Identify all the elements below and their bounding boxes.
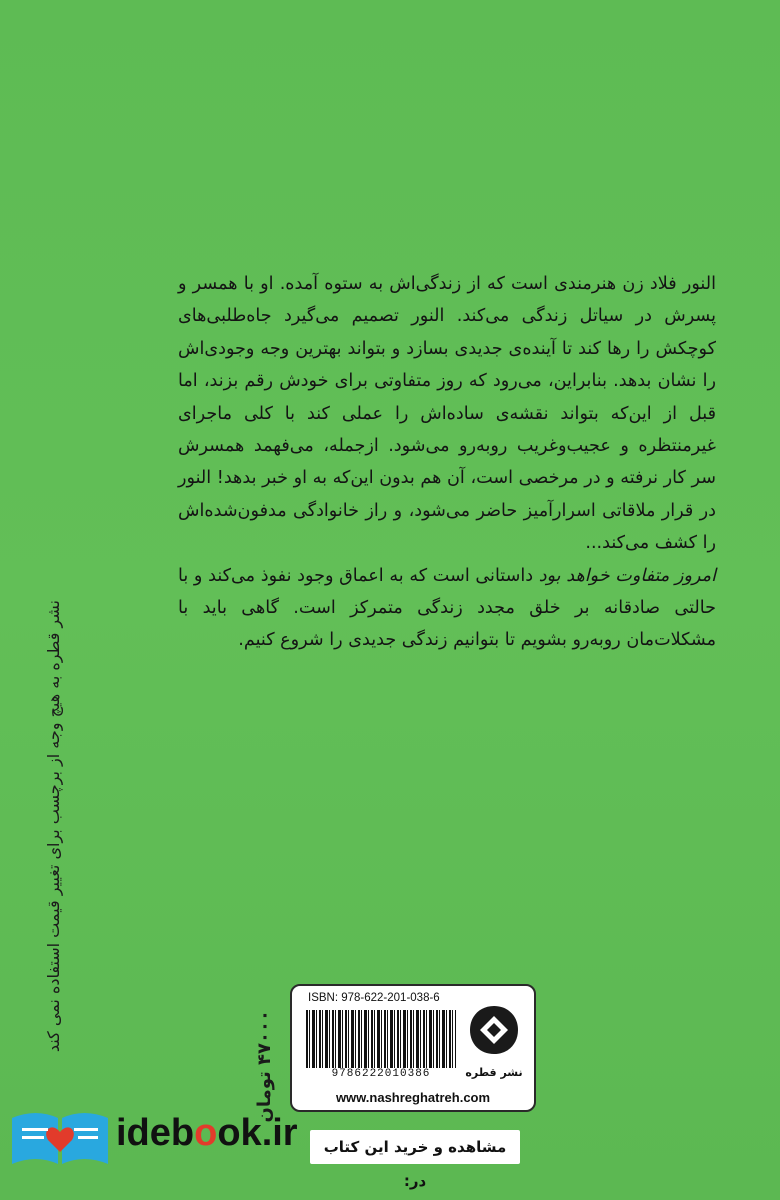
open-book-icon bbox=[8, 1108, 112, 1168]
publisher-logo-icon bbox=[468, 1004, 520, 1056]
idebook-site-name[interactable] bbox=[116, 1112, 298, 1155]
watermark-banner-text: مشاهده و خرید این کتاب در: bbox=[323, 1138, 507, 1190]
site-name-prefix: ideb bbox=[116, 1112, 195, 1154]
publisher-website: www.nashreghatreh.com bbox=[335, 1090, 491, 1105]
barcode-digits: 9786222010386 bbox=[331, 1068, 431, 1080]
blurb-paragraph-2 bbox=[178, 560, 716, 657]
publisher-name: نشر قطره bbox=[465, 1066, 523, 1079]
price-label: ۴۷۰۰۰ تومان bbox=[254, 1010, 275, 1123]
blurb-paragraph-1: النور فلاد زن هنرمندی است که از زندگی‌اش به ستوه آمده. او با همسر و پسرش در سیاتل زندگی می‌کند. النور تصمیم می‌گیرد جاه‌طلبی‌های کوچکش را رها کند تا آینده‌ی جدیدی بسازد و بتواند بهترین وجه وجودی‌اش را نشان بدهد. بنابراین، می‌رود که روز متفاوتی برای خودش رقم بزند، اما قبل از این‌که بتواند نقشه‌ی ساده‌اش را عملی کند با کلی ماجرای غیرمنتظره و عجیب‌وغریب روبه‌رو می‌شود. ازجمله، می‌فهمد همسرش سر کار نرفته و در مرخصی است، آن هم بدون این‌که به او خبر بدهد! النور در قرار ملاقاتی اسرارآمیز حاضر می‌شود، و راز خانوادگی مدفون‌شده‌اش را کشف می‌کند... bbox=[178, 274, 716, 554]
idebook-watermark bbox=[0, 1108, 520, 1190]
barcode bbox=[306, 1010, 456, 1068]
blurb-paragraph-2-text: داستانی است که به اعماق وجود نفوذ می‌کند و با حالتی صادقانه بر خلق مجدد زندگی متمرکز است. گاهی باید با مشکلات‌مان روبه‌رو بشویم تا بتوانیم زندگی جدیدی را شروع کنیم. bbox=[178, 565, 716, 651]
book-title-italic: امروز متفاوت خواهد بود bbox=[538, 565, 716, 586]
book-blurb bbox=[178, 268, 716, 657]
price-sticker-notice: نشر قطره به هیچ وجه از برچسب برای تغییر قیمت استفاده نمی کند bbox=[44, 600, 63, 1053]
watermark-banner bbox=[310, 1130, 520, 1190]
site-name-suffix: ok.ir bbox=[217, 1112, 298, 1154]
isbn-barcode-panel bbox=[290, 984, 536, 1112]
site-name-o: o bbox=[194, 1112, 218, 1154]
isbn-number: ISBN: 978-622-201-038-6 bbox=[308, 992, 440, 1004]
